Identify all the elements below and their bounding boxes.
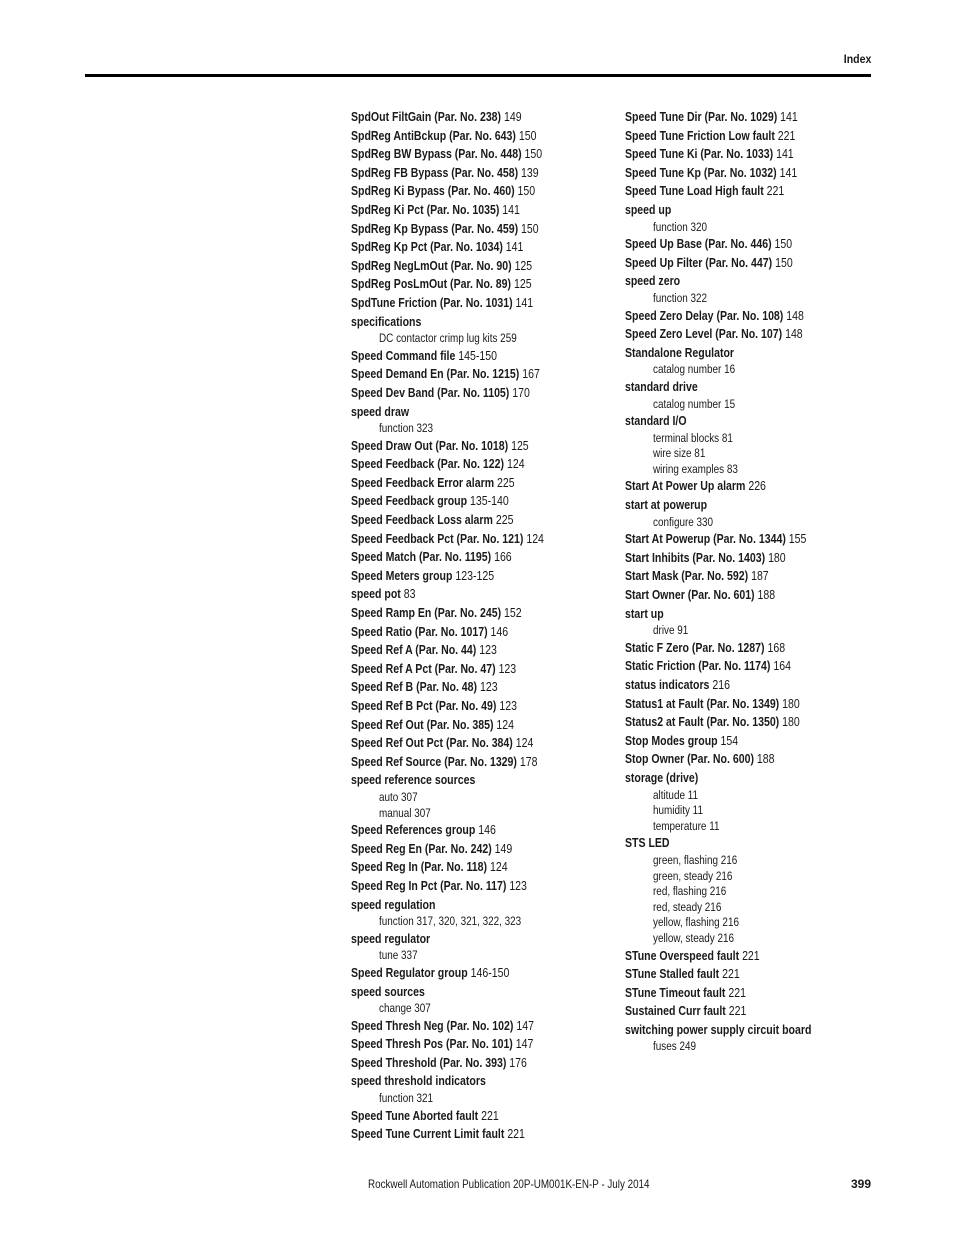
footer-publication: Rockwell Automation Publication 20P-UM001K-EN-P - July 2014 [368, 1177, 650, 1191]
index-entry [351, 108, 607, 127]
index-pages: 148 [786, 307, 804, 323]
index-term: Speed Draw Out (Par. No. 1018) [351, 437, 509, 453]
index-entry [351, 220, 607, 239]
index-term: Start Owner (Par. No. 601) [625, 587, 755, 603]
index-term: Speed Up Filter (Par. No. 447) [625, 254, 773, 270]
index-term: SpdReg AntiBckup (Par. No. 643) [351, 127, 516, 143]
index-subentry: yellow, flashing 216 [653, 915, 739, 930]
index-entry [625, 984, 881, 1003]
index-subentry: wiring examples 83 [653, 461, 738, 476]
index-term: SpdReg PosLmOut (Par. No. 89) [351, 276, 512, 292]
index-term: Speed Reg En (Par. No. 242) [351, 840, 492, 856]
index-pages: 139 [521, 164, 539, 180]
index-entry [351, 567, 607, 586]
index-subentry: function 323 [379, 421, 434, 436]
index-term: Start Inhibits (Par. No. 1403) [625, 549, 766, 565]
index-entry [625, 164, 881, 183]
index-pages: 167 [522, 366, 540, 382]
index-pages: 221 [507, 1126, 525, 1142]
index-term: Static Friction (Par. No. 1174) [625, 658, 771, 674]
index-subentry: configure 330 [653, 514, 714, 529]
index-entry [351, 678, 607, 697]
index-pages: 150 [521, 220, 539, 236]
index-entry [625, 477, 881, 496]
index-subentry: green, flashing 216 [653, 852, 738, 867]
index-heading: speed draw [351, 403, 410, 419]
index-subentry: catalog number 15 [653, 396, 736, 411]
index-term: Speed Ref Source (Par. No. 1329) [351, 753, 517, 769]
index-term: status indicators [625, 677, 710, 692]
index-term: STune Timeout fault [625, 984, 726, 1000]
index-term: Speed Ref Out Pct (Par. No. 384) [351, 735, 513, 751]
index-pages: 141 [780, 109, 798, 124]
index-pages: 225 [497, 474, 515, 490]
index-subentry: red, flashing 216 [653, 884, 727, 899]
index-entry [351, 182, 607, 201]
index-pages: 225 [495, 512, 514, 528]
index-pages: 141 [776, 146, 794, 162]
index-pages: 180 [782, 714, 800, 730]
index-pages: 152 [504, 605, 522, 621]
index-term: Speed Feedback Error alarm [351, 474, 495, 490]
index-term: Speed Thresh Pos (Par. No. 101) [351, 1036, 513, 1052]
index-subentry: fuses 249 [653, 1039, 696, 1054]
index-heading: start up [625, 605, 664, 621]
index-entry [351, 716, 607, 735]
index-entry [351, 858, 607, 877]
index-term: Speed Tune Load High fault [625, 183, 764, 199]
index-pages: 226 [748, 478, 766, 494]
index-entry [625, 108, 881, 127]
index-term: Start At Power Up alarm [625, 478, 746, 494]
index-term: Speed Tune Current Limit fault [351, 1126, 505, 1142]
index-entry [625, 567, 881, 586]
index-entry [351, 1107, 607, 1126]
index-pages: 154 [720, 732, 739, 748]
index-entry [351, 384, 607, 403]
index-heading: STS LED [625, 835, 670, 851]
index-entry [351, 492, 607, 511]
index-subentry: catalog number 16 [653, 362, 736, 377]
index-term: Speed Match (Par. No. 1195) [351, 549, 492, 565]
index-pages: 221 [728, 984, 746, 1000]
index-pages: 221 [742, 947, 760, 963]
index-pages: 166 [494, 549, 512, 565]
index-pages: 155 [788, 531, 807, 547]
index-pages: 145-150 [458, 347, 498, 363]
index-term: STune Overspeed fault [625, 947, 740, 963]
index-entry [351, 585, 607, 604]
index-entry [351, 964, 607, 983]
index-subentry: green, steady 216 [653, 868, 733, 883]
index-pages: 188 [757, 587, 776, 603]
index-entry [351, 294, 607, 313]
index-heading: Standalone Regulator [625, 344, 735, 360]
index-term: SpdReg Ki Pct (Par. No. 1035) [351, 201, 500, 217]
index-entry [351, 257, 607, 276]
index-subentry: auto 307 [379, 789, 418, 804]
index-term: Speed Feedback Loss alarm [351, 512, 493, 528]
index-term: SpdReg BW Bypass (Par. No. 448) [351, 146, 522, 162]
index-pages: 146 [490, 623, 509, 639]
index-term: Speed Threshold (Par. No. 393) [351, 1054, 507, 1070]
index-entry [351, 347, 607, 366]
index-pages: 141 [502, 201, 520, 217]
index-pages: 176 [509, 1054, 527, 1070]
index-term: Status1 at Fault (Par. No. 1349) [625, 695, 780, 711]
index-entry [351, 641, 607, 660]
index-pages: 124 [496, 716, 515, 732]
index-pages: 141 [779, 164, 798, 180]
index-pages: 221 [481, 1107, 499, 1123]
index-pages: 141 [505, 239, 524, 255]
index-pages: 147 [516, 1017, 534, 1033]
index-term: Speed Ratio (Par. No. 1017) [351, 623, 488, 639]
index-entry [351, 821, 607, 840]
index-pages: 149 [504, 109, 522, 124]
index-entry [351, 145, 607, 164]
index-entry [351, 164, 607, 183]
index-entry [351, 623, 607, 642]
index-entry [625, 145, 881, 164]
index-term: Speed Ref A (Par. No. 44) [351, 642, 477, 658]
index-term: Speed Feedback (Par. No. 122) [351, 456, 505, 472]
index-entry [351, 1125, 607, 1144]
index-subentry: function 321 [379, 1091, 434, 1106]
index-term: Speed Tune Ki (Par. No. 1033) [625, 146, 774, 162]
index-term: Speed Ref A Pct (Par. No. 47) [351, 660, 496, 676]
index-pages: 123 [509, 877, 527, 893]
index-heading: start at powerup [625, 497, 708, 513]
index-term: SpdReg Ki Bypass (Par. No. 460) [351, 183, 515, 199]
index-term: Speed Tune Dir (Par. No. 1029) [625, 109, 778, 124]
index-pages: 221 [766, 183, 785, 199]
index-term: Stop Owner (Par. No. 600) [625, 751, 754, 767]
index-pages: 141 [515, 294, 534, 310]
index-heading: speed sources [351, 983, 425, 999]
index-heading: storage (drive) [625, 769, 699, 785]
index-term: SpdReg Kp Pct (Par. No. 1034) [351, 239, 503, 255]
running-header-title: Index [843, 52, 871, 66]
index-entry [625, 713, 881, 732]
index-term: Static F Zero (Par. No. 1287) [625, 639, 765, 655]
header-rule [85, 74, 871, 77]
index-heading: speed threshold indicators [351, 1073, 486, 1089]
index-entry [625, 586, 881, 605]
index-term: STune Stalled fault [625, 966, 720, 982]
index-entry [625, 182, 881, 201]
index-subentry: red, steady 216 [653, 899, 722, 914]
index-entry [351, 697, 607, 716]
index-term: Speed Tune Kp (Par. No. 1032) [625, 164, 777, 180]
index-pages: 123-125 [455, 567, 495, 583]
index-subentry: function 322 [653, 290, 708, 305]
index-pages: 149 [494, 840, 513, 856]
index-subentry: DC contactor crimp lug kits 259 [379, 331, 517, 346]
index-heading: speed up [625, 201, 672, 217]
index-pages: 150 [517, 183, 536, 199]
index-subentry: altitude 11 [653, 787, 699, 802]
footer-page-number: 399 [850, 1177, 871, 1191]
index-pages: 123 [479, 679, 498, 695]
index-entry [625, 639, 881, 658]
index-term: Speed Demand En (Par. No. 1215) [351, 366, 520, 382]
index-subentry: humidity 11 [653, 803, 703, 818]
index-subentry: function 320 [653, 219, 708, 234]
index-pages: 187 [751, 568, 769, 584]
index-subentry: change 307 [379, 1001, 431, 1016]
index-pages: 146-150 [470, 964, 510, 980]
index-entry [351, 734, 607, 753]
index-entry [625, 127, 881, 146]
index-pages: 83 [403, 586, 416, 602]
index-pages: 124 [506, 456, 525, 472]
index-pages: 124 [489, 859, 508, 875]
index-term: Speed Tune Friction Low fault [625, 127, 775, 143]
index-entry [351, 201, 607, 220]
index-pages: 188 [756, 751, 775, 767]
index-subentry: yellow, steady 216 [653, 930, 735, 945]
index-heading: speed zero [625, 273, 681, 289]
index-pages: 146 [478, 822, 496, 838]
index-term: Speed Ref Out (Par. No. 385) [351, 716, 494, 732]
index-term: Speed References group [351, 822, 476, 838]
index-term: speed pot [351, 586, 401, 602]
index-term: Speed Reg In Pct (Par. No. 117) [351, 877, 507, 893]
index-term: Start At Powerup (Par. No. 1344) [625, 531, 786, 547]
index-subentry: tune 337 [379, 948, 418, 963]
index-entry [351, 604, 607, 623]
index-entry [351, 511, 607, 530]
index-term: Speed Thresh Neg (Par. No. 102) [351, 1017, 514, 1033]
index-entry [351, 455, 607, 474]
index-pages: 221 [728, 1003, 747, 1019]
index-entry [351, 1035, 607, 1054]
index-pages: 150 [524, 146, 543, 162]
index-entry [351, 238, 607, 257]
index-term: Start Mask (Par. No. 592) [625, 568, 749, 584]
index-heading: speed regulator [351, 930, 431, 946]
index-column-left [351, 108, 613, 1144]
index-pages: 123 [479, 642, 497, 658]
index-term: Speed Ref B (Par. No. 48) [351, 679, 478, 695]
index-entry [625, 325, 881, 344]
index-pages: 123 [499, 698, 517, 713]
index-entry [625, 235, 881, 254]
index-pages: 148 [785, 326, 803, 342]
index-entry [351, 877, 607, 896]
index-entry [625, 254, 881, 273]
index-heading: standard drive [625, 378, 698, 394]
index-pages: 164 [773, 658, 791, 674]
index-term: SpdReg NegLmOut (Par. No. 90) [351, 257, 512, 273]
index-term: SpdReg Kp Bypass (Par. No. 459) [351, 220, 519, 236]
index-heading: switching power supply circuit board [625, 1021, 812, 1037]
index-term: Speed Ref B Pct (Par. No. 49) [351, 698, 497, 713]
index-entry [351, 660, 607, 679]
index-entry [351, 275, 607, 294]
index-entry [625, 657, 881, 676]
index-subentry: temperature 11 [653, 818, 720, 833]
index-entry [351, 127, 607, 146]
index-pages: 125 [511, 437, 529, 453]
index-subentry: function 317, 320, 321, 322, 323 [379, 914, 522, 929]
index-pages: 124 [515, 735, 534, 751]
index-entry [351, 840, 607, 859]
index-subentry: drive 91 [653, 623, 689, 638]
index-term: Speed Meters group [351, 567, 453, 583]
index-entry [625, 965, 881, 984]
index-pages: 124 [526, 530, 544, 546]
index-entry [351, 753, 607, 772]
index-term: Speed Dev Band (Par. No. 1105) [351, 384, 510, 400]
index-pages: 221 [777, 127, 796, 143]
index-pages: 178 [519, 753, 538, 769]
index-pages: 125 [514, 257, 533, 273]
index-entry [351, 437, 607, 456]
index-entry [351, 548, 607, 567]
index-term: Stop Modes group [625, 732, 718, 748]
index-pages: 216 [712, 677, 730, 692]
index-entry [351, 530, 607, 549]
index-term: SpdOut FiltGain (Par. No. 238) [351, 109, 502, 124]
index-term: Speed Zero Delay (Par. No. 108) [625, 307, 784, 323]
index-subentry: terminal blocks 81 [653, 430, 733, 445]
index-entry [351, 1017, 607, 1036]
index-entry [625, 750, 881, 769]
index-pages: 180 [768, 549, 786, 565]
index-entry [625, 947, 881, 966]
index-pages: 168 [767, 639, 786, 655]
index-term: Status2 at Fault (Par. No. 1350) [625, 714, 780, 730]
index-entry [625, 1002, 881, 1021]
index-entry [351, 365, 607, 384]
index-heading: standard I/O [625, 413, 687, 429]
index-entry [625, 732, 881, 751]
index-term: SpdTune Friction (Par. No. 1031) [351, 294, 513, 310]
index-term: Speed Regulator group [351, 964, 468, 980]
index-pages: 221 [722, 966, 740, 982]
index-pages: 135-140 [470, 493, 509, 509]
index-term: Speed Reg In (Par. No. 118) [351, 859, 488, 875]
index-pages: 150 [775, 254, 793, 270]
index-entry [625, 676, 881, 695]
index-heading: speed regulation [351, 896, 436, 912]
index-term: Speed Tune Aborted fault [351, 1107, 479, 1123]
index-pages: 147 [515, 1036, 534, 1052]
index-subentry: wire size 81 [653, 446, 706, 461]
index-term: SpdReg FB Bypass (Par. No. 458) [351, 164, 519, 180]
index-column-right [625, 108, 887, 1055]
index-term: Sustained Curr fault [625, 1003, 726, 1019]
index-entry [351, 474, 607, 493]
index-subentry: manual 307 [379, 805, 431, 820]
index-entry [351, 1054, 607, 1073]
index-heading: speed reference sources [351, 772, 476, 788]
index-pages: 170 [512, 384, 530, 400]
index-term: Speed Feedback group [351, 493, 468, 509]
index-term: Speed Zero Level (Par. No. 107) [625, 326, 783, 342]
index-term: Speed Up Base (Par. No. 446) [625, 236, 772, 252]
index-pages: 180 [782, 695, 800, 711]
index-term: Speed Feedback Pct (Par. No. 121) [351, 530, 524, 546]
index-entry [625, 549, 881, 568]
index-term: Speed Command file [351, 347, 456, 363]
index-term: Speed Ramp En (Par. No. 245) [351, 605, 502, 621]
index-pages: 150 [774, 236, 793, 252]
index-heading: specifications [351, 313, 422, 329]
index-pages: 150 [518, 127, 537, 143]
index-entry [625, 530, 881, 549]
index-pages: 123 [498, 660, 517, 676]
index-entry [625, 307, 881, 326]
index-pages: 125 [513, 276, 532, 292]
index-entry [625, 695, 881, 714]
